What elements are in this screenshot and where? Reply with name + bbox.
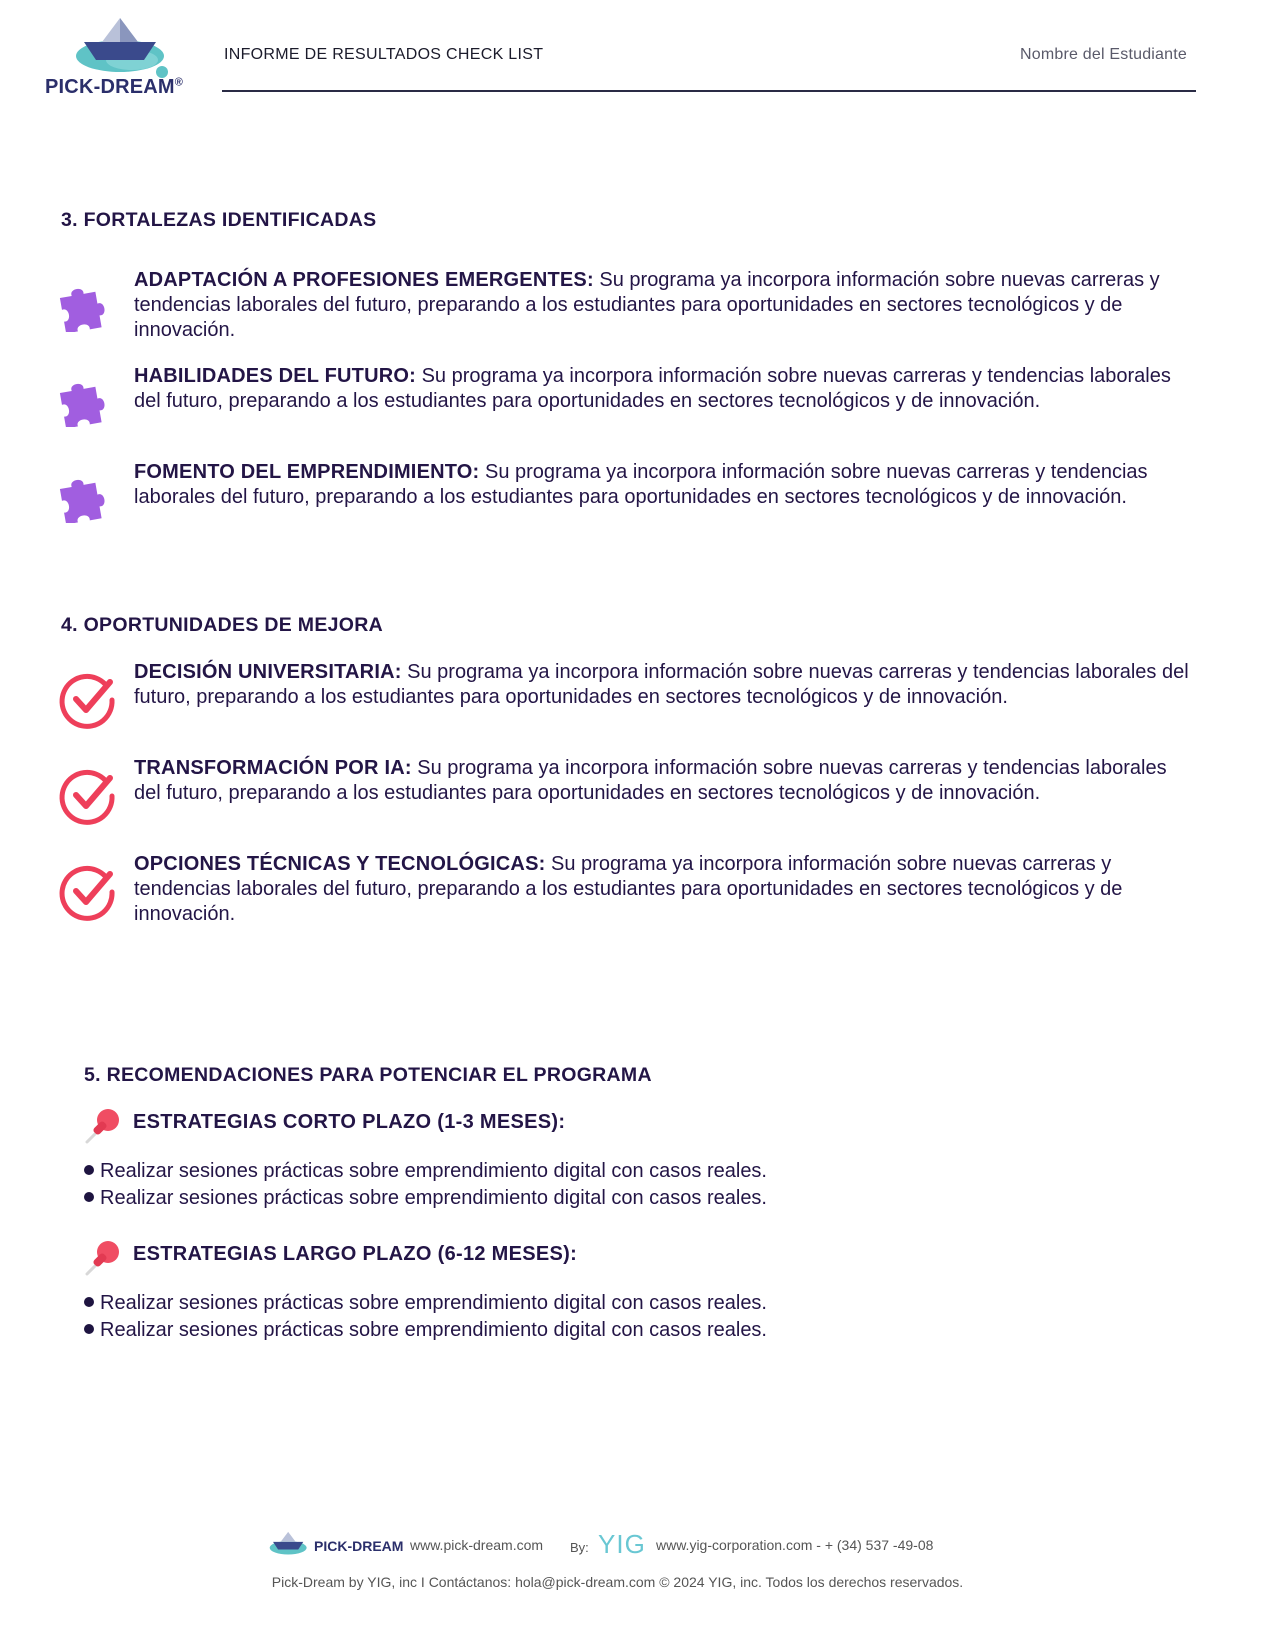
footer-copyright: Pick-Dream by YIG, inc I Contáctanos: hola@pick-dream.com © 2024 YIG, inc. Todos los derechos reservados. — [271, 1574, 964, 1590]
strength-label: HABILIDADES DEL FUTURO: — [134, 365, 417, 387]
strength-text: Su programa ya incorpora información sobre nuevas carreras y tendencias laborales del futuro, preparando a los estudiantes para oportunidades en sectores tecnológicos y de innovación. — [134, 365, 1171, 412]
footer-partner-contact[interactable]: www.yig-corporation.com - + (34) 537 -49-08 — [656, 1537, 934, 1553]
pushpin-icon — [83, 1238, 123, 1278]
bullet-dot — [84, 1192, 94, 1202]
bullet-dot — [84, 1324, 94, 1334]
strength-item — [134, 364, 1194, 414]
bullet-text: Realizar sesiones prácticas sobre emprendimiento digital con casos reales. — [100, 1160, 767, 1182]
pushpin-icon — [83, 1106, 123, 1146]
short-term-title: ESTRATEGIAS CORTO PLAZO (1-3 MESES): — [133, 1111, 566, 1133]
check-circle-icon — [58, 670, 118, 730]
check-circle-icon — [58, 862, 118, 922]
header-divider — [222, 90, 1196, 92]
strength-item — [134, 268, 1194, 343]
bullet-dot — [84, 1165, 94, 1175]
long-term-title: ESTRATEGIAS LARGO PLAZO (6-12 MESES): — [133, 1243, 578, 1265]
long-term-bullet — [84, 1319, 767, 1342]
strength-item — [134, 460, 1194, 510]
short-term-bullet — [84, 1160, 767, 1183]
yig-logo: YIG — [598, 1529, 646, 1559]
footer-logo-icon — [268, 1528, 310, 1560]
check-circle-icon — [58, 766, 118, 826]
puzzle-icon — [58, 280, 110, 332]
bullet-text: Realizar sesiones prácticas sobre emprendimiento digital con casos reales. — [100, 1187, 767, 1209]
strength-text: Su programa ya incorpora información sobre nuevas carreras y tendencias laborales del futuro, preparando a los estudiantes para oportunidades en sectores tecnológicos y de innovación. — [134, 269, 1160, 341]
bullet-dot — [84, 1297, 94, 1307]
student-name-label: Nombre del Estudiante — [1020, 46, 1187, 63]
report-title: INFORME DE RESULTADOS CHECK LIST — [224, 46, 544, 63]
footer-brand: PICK-DREAM — [314, 1538, 404, 1554]
strength-label: ADAPTACIÓN A PROFESIONES EMERGENTES: — [134, 269, 594, 291]
pick-dream-logo — [42, 14, 202, 98]
improvement-label: OPCIONES TÉCNICAS Y TECNOLÓGICAS: — [134, 853, 546, 875]
improvement-item — [134, 852, 1194, 927]
long-term-bullet — [84, 1292, 767, 1315]
improvement-label: DECISIÓN UNIVERSITARIA: — [134, 661, 402, 683]
paper-boat-logo-icon — [72, 14, 172, 80]
improvement-text: Su programa ya incorpora información sobre nuevas carreras y tendencias laborales del futuro, preparando a los estudiantes para oportunidades en sectores tecnológicos y de innovación. — [134, 757, 1167, 804]
brand-name: PICK-DREAM — [45, 76, 175, 98]
improvement-text: Su programa ya incorpora información sobre nuevas carreras y tendencias laborales del futuro, preparando a los estudiantes para oportunidades en sectores tecnológicos y de innovación. — [134, 661, 1189, 708]
improvement-item — [134, 660, 1194, 710]
improvement-text: Su programa ya incorpora información sobre nuevas carreras y tendencias laborales del futuro, preparando a los estudiantes para oportunidades en sectores tecnológicos y de innovación. — [134, 853, 1123, 925]
puzzle-icon — [58, 471, 110, 523]
short-term-bullet — [84, 1187, 767, 1210]
improvement-label: TRANSFORMACIÓN POR IA: — [134, 757, 412, 779]
puzzle-icon — [58, 375, 110, 427]
bullet-text: Realizar sesiones prácticas sobre emprendimiento digital con casos reales. — [100, 1319, 767, 1341]
recommendations-section-title: 5. RECOMENDACIONES PARA POTENCIAR EL PROGRAMA — [84, 1064, 652, 1086]
footer-by-label: By: — [570, 1540, 589, 1555]
improvement-item — [134, 756, 1194, 806]
footer-website-link[interactable]: www.pick-dream.com — [410, 1537, 544, 1553]
improvements-section-title: 4. OPORTUNIDADES DE MEJORA — [61, 614, 384, 636]
strength-text: Su programa ya incorpora información sobre nuevas carreras y tendencias laborales del futuro, preparando a los estudiantes para oportunidades en sectores tecnológicos y de innovación. — [134, 461, 1148, 508]
registered-mark: ® — [174, 76, 184, 89]
strength-label: FOMENTO DEL EMPRENDIMIENTO: — [134, 461, 480, 483]
bullet-text: Realizar sesiones prácticas sobre emprendimiento digital con casos reales. — [100, 1292, 767, 1314]
footer-contact-row — [268, 1528, 1028, 1562]
strengths-section-title: 3. FORTALEZAS IDENTIFICADAS — [61, 209, 377, 231]
